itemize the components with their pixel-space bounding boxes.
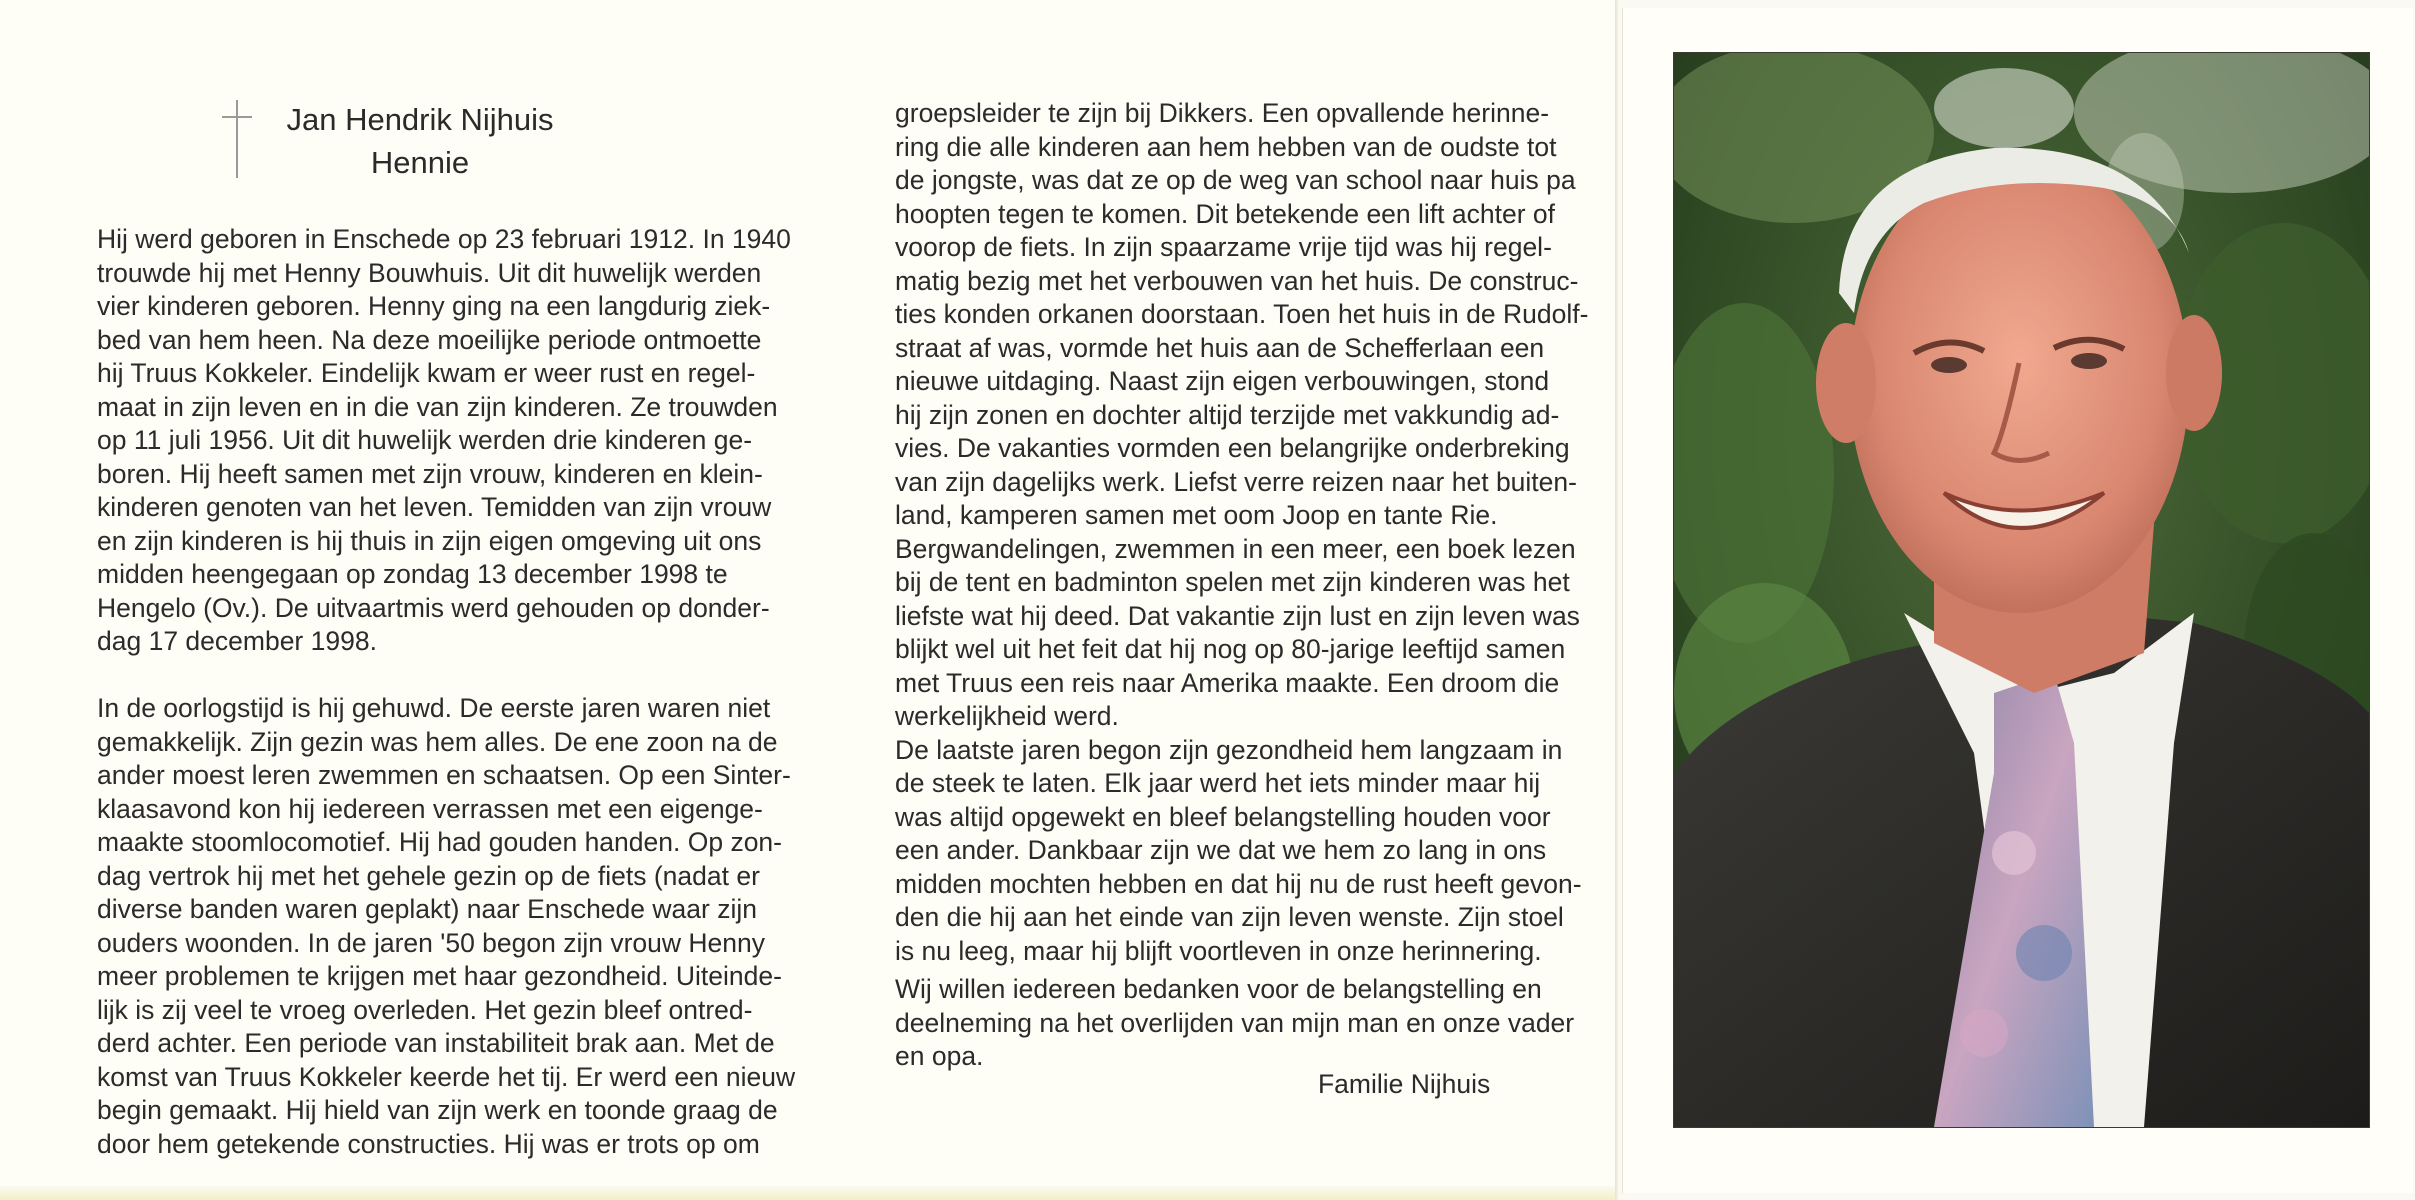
text-line: boren. Hij heeft samen met zijn vrouw, kinderen en klein- <box>97 458 763 489</box>
deceased-full-name: Jan Hendrik Nijhuis <box>286 102 554 137</box>
text-line: komst van Truus Kokkeler keerde het tij. Er werd een nieuw <box>97 1061 796 1092</box>
text-line: bed van hem heen. Na deze moeilijke periode ontmoette <box>97 324 762 355</box>
text-line: Hij werd geboren in Enschede op 23 februari 1912. In 1940 <box>97 224 791 254</box>
text-line: liefste wat hij deed. Dat vakantie zijn lust en zijn leven was <box>895 600 1580 631</box>
text-line: gemakkelijk. Zijn gezin was hem alles. De ene zoon na de <box>97 726 778 757</box>
text-line: dag 17 december 1998. <box>97 626 377 656</box>
text-line: kinderen genoten van het leven. Temidden van zijn vrouw <box>97 492 772 522</box>
text-line: derd achter. Een periode van instabiliteit brak aan. Met de <box>97 1028 775 1058</box>
text-line: op 11 juli 1956. Uit dit huwelijk werden drie kinderen ge- <box>97 425 753 455</box>
text-line: hoopten tegen te komen. Dit betekende een lift achter of <box>895 198 1556 229</box>
text-line: vies. De vakanties vormden een belangrijke onderbreking <box>895 433 1570 463</box>
text-line: lijk is zij veel te vroeg overleden. Het gezin bleef ontred- <box>97 994 753 1025</box>
text-line: klaasavond kon hij iedereen verrassen met een eigenge- <box>97 793 763 824</box>
family-signature: Familie Nijhuis <box>1318 1069 1491 1099</box>
portrait-photo <box>1673 52 2370 1128</box>
text-line: en opa. <box>895 1041 984 1071</box>
text-line: groepsleider te zijn bij Dikkers. Een opvallende herinne- <box>895 98 1550 128</box>
text-line: Hengelo (Ov.). De uitvaartmis werd gehouden op donder- <box>97 592 770 623</box>
text-line: en zijn kinderen is hij thuis in zijn eigen omgeving uit ons <box>97 525 762 556</box>
text-line: begin gemaakt. Hij hield van zijn werk en toonde graag de <box>97 1095 778 1125</box>
text-line: ander moest leren zwemmen en schaatsen. Op een Sinter- <box>97 760 791 790</box>
text-line: Wij willen iedereen bedanken voor de belangstelling en <box>895 974 1542 1004</box>
text-line <box>97 659 795 693</box>
text-line: In de oorlogstijd is hij gehuwd. De eerste jaren waren niet <box>97 693 771 723</box>
text-line: midden heengegaan op zondag 13 december 1998 te <box>97 559 728 589</box>
text-line: werkelijkheid werd. <box>895 701 1119 731</box>
text-line: blijkt wel uit het feit dat hij nog op 80-jarige leeftijd samen <box>895 634 1566 664</box>
text-line: ties konden orkanen doorstaan. Toen het huis in de Rudolf- <box>895 299 1589 329</box>
text-line: Bergwandelingen, zwemmen in een meer, een boek lezen <box>895 533 1576 564</box>
text-line: door hem getekende constructies. Hij was er trots op om <box>97 1128 760 1159</box>
text-line: van zijn dagelijks werk. Liefst verre reizen naar het buiten- <box>895 466 1577 497</box>
text-line: deelneming na het overlijden van mijn man en onze vader <box>895 1007 1575 1038</box>
text-line: De laatste jaren begon zijn gezondheid hem langzaam in <box>895 734 1563 765</box>
text-line: maat in zijn leven en in die van zijn kinderen. Ze trouwden <box>97 391 778 422</box>
text-line: diverse banden waren geplakt) naar Enschede waar zijn <box>97 894 757 924</box>
text-line: ouders woonden. In de jaren '50 begon zijn vrouw Henny <box>97 927 765 958</box>
text-line: midden mochten hebben en dat hij nu de rust heeft gevon- <box>895 868 1582 899</box>
card-fold <box>1615 0 1618 1200</box>
text-line: matig bezig met het verbouwen van het huis. De construc- <box>895 265 1579 296</box>
obituary-column-left <box>97 223 795 1161</box>
text-line: ring die alle kinderen aan hem hebben van de oudste tot <box>895 131 1557 162</box>
text-line: maakte stoomlocomotief. Hij had gouden handen. Op zon- <box>97 827 782 857</box>
text-line: dag vertrok hij met het gehele gezin op de fiets (nadat er <box>97 860 760 891</box>
thanks-paragraph <box>895 973 1574 1074</box>
text-line: een ander. Dankbaar zijn we dat we hem zo lang in ons <box>895 835 1547 865</box>
obituary-column-right <box>895 97 1588 968</box>
text-line: trouwde hij met Henny Bouwhuis. Uit dit huwelijk werden <box>97 257 762 288</box>
text-line: land, kamperen samen met oom Joop en tante Rie. <box>895 500 1498 530</box>
text-line: bij de tent en badminton spelen met zijn kinderen was het <box>895 567 1570 597</box>
text-line: nieuwe uitdaging. Naast zijn eigen verbouwingen, stond <box>895 366 1550 396</box>
cross-icon <box>222 100 252 178</box>
deceased-nickname: Hennie <box>370 145 470 180</box>
text-line: de steek te laten. Elk jaar werd het iets minder maar hij <box>895 768 1541 798</box>
text-line: den die hij aan het einde van zijn leven wenste. Zijn stoel <box>895 902 1564 932</box>
text-line: is nu leeg, maar hij blijft voortleven in onze herinnering. <box>895 935 1542 966</box>
card-bottom-edge <box>0 1186 1615 1200</box>
text-line: meer problemen te krijgen met haar gezondheid. Uiteinde- <box>97 961 782 991</box>
text-line: vier kinderen geboren. Henny ging na een langdurig ziek- <box>97 291 771 321</box>
text-line: was altijd opgewekt en bleef belangstelling houden voor <box>895 801 1551 832</box>
text-line: straat af was, vormde het huis aan de Schefferlaan een <box>895 332 1545 363</box>
text-line: voorop de fiets. In zijn spaarzame vrije tijd was hij regel- <box>895 232 1552 262</box>
text-line: met Truus een reis naar Amerika maakte. Een droom die <box>895 667 1560 698</box>
text-line: de jongste, was dat ze op de weg van school naar huis pa <box>895 165 1576 195</box>
text-line: hij zijn zonen en dochter altijd terzijde met vakkundig ad- <box>895 399 1560 430</box>
text-line: hij Truus Kokkeler. Eindelijk kwam er weer rust en regel- <box>97 358 756 388</box>
